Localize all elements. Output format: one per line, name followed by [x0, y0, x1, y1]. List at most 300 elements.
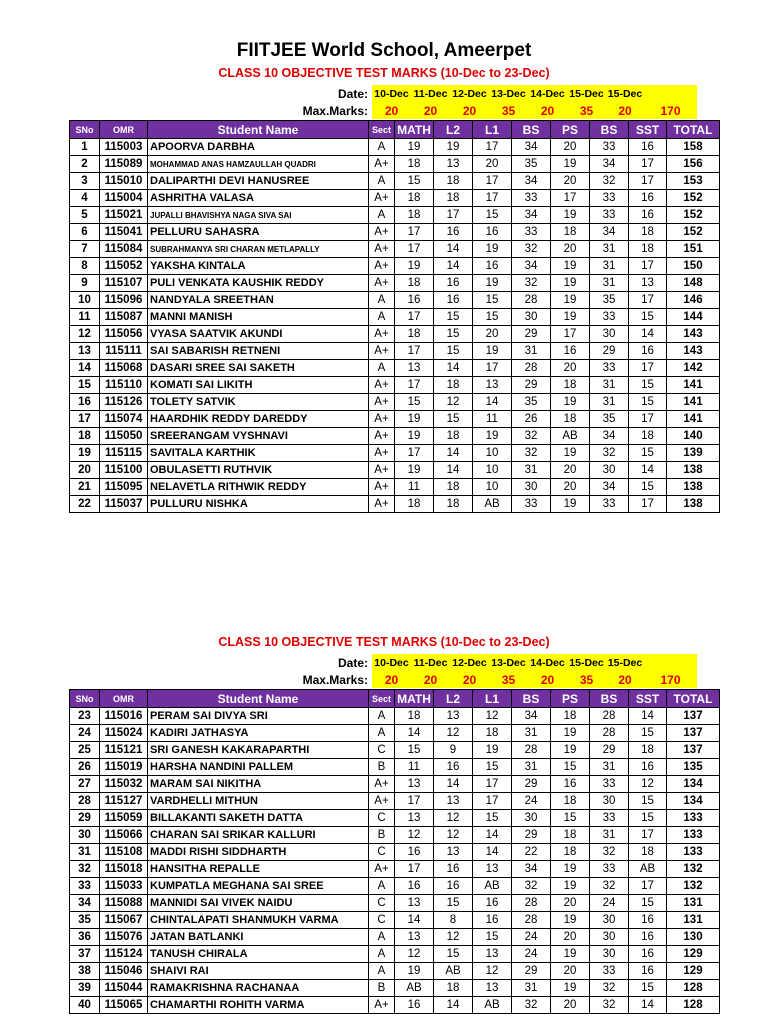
cell-total: 129 — [667, 946, 720, 963]
cell-student-name: SAVITALA KARTHIK — [148, 445, 369, 462]
cell-l1: 15 — [473, 292, 512, 309]
cell-bs: 32 — [512, 445, 551, 462]
cell-sst: 18 — [629, 224, 667, 241]
cell-ps: 20 — [551, 139, 590, 156]
cell-omr: 115121 — [100, 742, 148, 759]
max-marks: 20 — [372, 671, 411, 688]
cell-ps: 17 — [551, 190, 590, 207]
cell-l1: 19 — [473, 241, 512, 258]
cell-l2: 14 — [434, 445, 473, 462]
max-marks: 20 — [450, 671, 489, 688]
cell-sst: 16 — [629, 946, 667, 963]
table-row — [70, 428, 720, 445]
table-row — [70, 156, 720, 173]
cell-l2: 18 — [434, 980, 473, 997]
cell-sno: 15 — [70, 377, 100, 394]
cell-math: 13 — [395, 360, 434, 377]
cell-ps: 18 — [551, 224, 590, 241]
column-header-math: MATH — [395, 690, 434, 708]
max-marks: 35 — [567, 671, 606, 688]
cell-sno: 5 — [70, 207, 100, 224]
cell-student-name: KUMPATLA MEGHANA SAI SREE — [148, 878, 369, 895]
cell-bs2: 32 — [590, 173, 629, 190]
cell-total: 142 — [667, 360, 720, 377]
cell-sect: A+ — [369, 377, 395, 394]
cell-ps: 19 — [551, 946, 590, 963]
cell-math: 14 — [395, 725, 434, 742]
cell-sno: 16 — [70, 394, 100, 411]
cell-sst: 16 — [629, 759, 667, 776]
cell-sno: 27 — [70, 776, 100, 793]
cell-l2: 12 — [434, 725, 473, 742]
cell-sect: C — [369, 844, 395, 861]
cell-sect: A+ — [369, 861, 395, 878]
cell-sect: A+ — [369, 793, 395, 810]
cell-math: 17 — [395, 377, 434, 394]
cell-bs: 24 — [512, 946, 551, 963]
cell-ps: 18 — [551, 793, 590, 810]
cell-student-name: JATAN BATLANKI — [148, 929, 369, 946]
cell-l2: 15 — [434, 895, 473, 912]
cell-math: 19 — [395, 139, 434, 156]
cell-sect: A+ — [369, 224, 395, 241]
cell-sno: 10 — [70, 292, 100, 309]
cell-student-name: NANDYALA SREETHAN — [148, 292, 369, 309]
table-row — [70, 725, 720, 742]
table-row — [70, 139, 720, 156]
cell-sno: 3 — [70, 173, 100, 190]
cell-student-name: MANNIDI SAI VIVEK NAIDU — [148, 895, 369, 912]
cell-ps: 20 — [551, 963, 590, 980]
cell-omr: 115089 — [100, 156, 148, 173]
table-row — [70, 963, 720, 980]
cell-bs2: 32 — [590, 980, 629, 997]
cell-student-name: HANSITHA REPALLE — [148, 861, 369, 878]
table-row — [70, 861, 720, 878]
table-row — [70, 207, 720, 224]
column-header-total: TOTAL — [667, 690, 720, 708]
cell-sect: B — [369, 759, 395, 776]
date-blank-cell — [644, 654, 697, 671]
cell-bs: 34 — [512, 861, 551, 878]
test-date: 15-Dec — [606, 654, 644, 671]
cell-ps: 19 — [551, 309, 590, 326]
cell-total: 131 — [667, 912, 720, 929]
cell-bs: 31 — [512, 759, 551, 776]
cell-l2: 16 — [434, 878, 473, 895]
table-row — [70, 895, 720, 912]
cell-l2: 18 — [434, 428, 473, 445]
cell-sno: 12 — [70, 326, 100, 343]
cell-sno: 6 — [70, 224, 100, 241]
cell-sno: 32 — [70, 861, 100, 878]
cell-student-name: SREERANGAM VYSHNAVI — [148, 428, 369, 445]
cell-l2: 14 — [434, 258, 473, 275]
cell-l2: 14 — [434, 241, 473, 258]
cell-total: 130 — [667, 929, 720, 946]
cell-total: 132 — [667, 878, 720, 895]
cell-total: 137 — [667, 708, 720, 725]
cell-l1: 10 — [473, 445, 512, 462]
cell-sst: 16 — [629, 963, 667, 980]
cell-ps: 19 — [551, 207, 590, 224]
cell-sno: 33 — [70, 878, 100, 895]
cell-l1: 17 — [473, 793, 512, 810]
cell-sno: 22 — [70, 496, 100, 513]
cell-l1: 12 — [473, 963, 512, 980]
cell-omr: 115024 — [100, 725, 148, 742]
table-row — [70, 360, 720, 377]
cell-l2: 12 — [434, 929, 473, 946]
table-row — [70, 496, 720, 513]
section-title-2: CLASS 10 OBJECTIVE TEST MARKS (10-Dec to 23-Dec) — [218, 635, 550, 649]
cell-l1: 17 — [473, 776, 512, 793]
cell-total: 141 — [667, 394, 720, 411]
cell-bs2: 33 — [590, 496, 629, 513]
cell-omr: 115111 — [100, 343, 148, 360]
cell-omr: 115010 — [100, 173, 148, 190]
cell-bs: 32 — [512, 878, 551, 895]
cell-sect: A+ — [369, 428, 395, 445]
cell-sst: 14 — [629, 326, 667, 343]
cell-sect: A+ — [369, 394, 395, 411]
cell-bs: 32 — [512, 241, 551, 258]
cell-bs2: 31 — [590, 241, 629, 258]
cell-student-name: SRI GANESH KAKARAPARTHI — [148, 742, 369, 759]
max-marks: 35 — [567, 102, 606, 119]
cell-total: 139 — [667, 445, 720, 462]
cell-sno: 28 — [70, 793, 100, 810]
cell-omr: 115124 — [100, 946, 148, 963]
cell-bs: 24 — [512, 793, 551, 810]
cell-math: 17 — [395, 343, 434, 360]
cell-l1: 16 — [473, 224, 512, 241]
cell-omr: 115074 — [100, 411, 148, 428]
cell-l2: 19 — [434, 139, 473, 156]
cell-bs: 31 — [512, 462, 551, 479]
cell-l1: 18 — [473, 725, 512, 742]
cell-sst: 15 — [629, 309, 667, 326]
cell-total: 148 — [667, 275, 720, 292]
table-row — [70, 810, 720, 827]
cell-ps: 19 — [551, 275, 590, 292]
cell-sno: 2 — [70, 156, 100, 173]
cell-sst: 17 — [629, 292, 667, 309]
cell-ps: 16 — [551, 343, 590, 360]
cell-l1: 16 — [473, 912, 512, 929]
date-maxmarks-header-2 — [282, 654, 697, 688]
cell-l2: 18 — [434, 173, 473, 190]
cell-bs: 33 — [512, 224, 551, 241]
max-marks: 20 — [606, 102, 644, 119]
cell-total: 137 — [667, 725, 720, 742]
cell-math: 18 — [395, 326, 434, 343]
cell-sect: A — [369, 725, 395, 742]
cell-l1: 19 — [473, 343, 512, 360]
cell-sst: 15 — [629, 479, 667, 496]
cell-sst: 18 — [629, 241, 667, 258]
cell-ps: 17 — [551, 326, 590, 343]
cell-sst: 16 — [629, 929, 667, 946]
cell-omr: 115016 — [100, 708, 148, 725]
table-row — [70, 241, 720, 258]
cell-bs2: 33 — [590, 810, 629, 827]
cell-omr: 115066 — [100, 827, 148, 844]
cell-bs: 32 — [512, 997, 551, 1014]
cell-l1: 13 — [473, 377, 512, 394]
cell-sect: C — [369, 912, 395, 929]
cell-ps: 19 — [551, 258, 590, 275]
test-date: 12-Dec — [450, 85, 489, 102]
cell-student-name: DASARI SREE SAI SAKETH — [148, 360, 369, 377]
cell-math: 18 — [395, 156, 434, 173]
cell-sno: 26 — [70, 759, 100, 776]
cell-bs: 28 — [512, 292, 551, 309]
cell-bs: 34 — [512, 173, 551, 190]
cell-l2: 14 — [434, 360, 473, 377]
table-row — [70, 997, 720, 1014]
cell-l1: 11 — [473, 411, 512, 428]
cell-sst: 17 — [629, 156, 667, 173]
cell-omr: 115068 — [100, 360, 148, 377]
cell-sect: A+ — [369, 343, 395, 360]
cell-student-name: VYASA SAATVIK AKUNDI — [148, 326, 369, 343]
cell-sst: 15 — [629, 445, 667, 462]
test-date: 15-Dec — [567, 654, 606, 671]
cell-sect: A+ — [369, 445, 395, 462]
cell-l1: AB — [473, 496, 512, 513]
cell-l2: 16 — [434, 292, 473, 309]
max-marks: 170 — [644, 671, 697, 688]
cell-math: 17 — [395, 241, 434, 258]
cell-math: 18 — [395, 207, 434, 224]
cell-bs2: 33 — [590, 360, 629, 377]
cell-math: 18 — [395, 496, 434, 513]
cell-sst: 18 — [629, 844, 667, 861]
cell-omr: 115050 — [100, 428, 148, 445]
cell-sst: 14 — [629, 708, 667, 725]
cell-student-name: OBULASETTI RUTHVIK — [148, 462, 369, 479]
table-row — [70, 479, 720, 496]
cell-bs2: 28 — [590, 708, 629, 725]
cell-l2: 16 — [434, 759, 473, 776]
table-row — [70, 258, 720, 275]
cell-ps: 19 — [551, 445, 590, 462]
cell-sect: A+ — [369, 496, 395, 513]
cell-bs2: 33 — [590, 139, 629, 156]
cell-ps: 19 — [551, 980, 590, 997]
cell-l1: 19 — [473, 275, 512, 292]
cell-bs: 26 — [512, 411, 551, 428]
cell-l2: 13 — [434, 708, 473, 725]
table-row — [70, 326, 720, 343]
cell-bs: 32 — [512, 275, 551, 292]
column-header-student-name: Student Name — [148, 690, 369, 708]
cell-l2: 16 — [434, 861, 473, 878]
maxmarks-label: Max.Marks: — [302, 672, 368, 687]
column-header-student-name: Student Name — [148, 121, 369, 139]
cell-ps: 19 — [551, 156, 590, 173]
cell-sno: 36 — [70, 929, 100, 946]
cell-l1: AB — [473, 997, 512, 1014]
cell-sst: 17 — [629, 360, 667, 377]
cell-ps: 19 — [551, 742, 590, 759]
cell-sst: 16 — [629, 912, 667, 929]
cell-bs2: 28 — [590, 725, 629, 742]
cell-bs2: 31 — [590, 275, 629, 292]
cell-bs2: 33 — [590, 309, 629, 326]
table-row — [70, 173, 720, 190]
cell-sno: 18 — [70, 428, 100, 445]
cell-l2: 16 — [434, 275, 473, 292]
cell-total: 146 — [667, 292, 720, 309]
cell-student-name: KADIRI JATHASYA — [148, 725, 369, 742]
test-date: 11-Dec — [411, 654, 450, 671]
cell-bs: 35 — [512, 156, 551, 173]
column-header-sect: Sect — [369, 690, 395, 708]
cell-l1: 15 — [473, 810, 512, 827]
cell-sect: A+ — [369, 462, 395, 479]
cell-omr: 115056 — [100, 326, 148, 343]
date-blank-cell — [644, 85, 697, 102]
cell-total: 158 — [667, 139, 720, 156]
cell-l2: 17 — [434, 207, 473, 224]
cell-math: 17 — [395, 224, 434, 241]
column-header-bs2: BS — [590, 121, 629, 139]
cell-sst: AB — [629, 861, 667, 878]
cell-sno: 20 — [70, 462, 100, 479]
cell-total: 132 — [667, 861, 720, 878]
cell-sect: C — [369, 895, 395, 912]
cell-ps: 19 — [551, 878, 590, 895]
cell-ps: 19 — [551, 394, 590, 411]
cell-sst: 15 — [629, 394, 667, 411]
cell-bs: 31 — [512, 980, 551, 997]
cell-bs2: 31 — [590, 258, 629, 275]
cell-student-name: PERAM SAI DIVYA SRI — [148, 708, 369, 725]
cell-omr: 115076 — [100, 929, 148, 946]
cell-sno: 7 — [70, 241, 100, 258]
cell-student-name: HAARDHIK REDDY DAREDDY — [148, 411, 369, 428]
cell-sst: 17 — [629, 827, 667, 844]
cell-sect: A — [369, 292, 395, 309]
cell-omr: 115127 — [100, 793, 148, 810]
cell-sect: A+ — [369, 326, 395, 343]
cell-sect: A+ — [369, 241, 395, 258]
cell-math: 18 — [395, 708, 434, 725]
table-row — [70, 844, 720, 861]
cell-sect: A+ — [369, 275, 395, 292]
cell-math: 16 — [395, 844, 434, 861]
cell-l2: 18 — [434, 190, 473, 207]
cell-omr: 115110 — [100, 377, 148, 394]
cell-total: 135 — [667, 759, 720, 776]
cell-sect: A+ — [369, 479, 395, 496]
cell-ps: 19 — [551, 725, 590, 742]
table-row — [70, 394, 720, 411]
column-header-sect: Sect — [369, 121, 395, 139]
table-row — [70, 377, 720, 394]
cell-bs: 30 — [512, 309, 551, 326]
cell-l1: 10 — [473, 479, 512, 496]
cell-omr: 115018 — [100, 861, 148, 878]
cell-l2: 15 — [434, 946, 473, 963]
cell-omr: 115021 — [100, 207, 148, 224]
cell-bs: 28 — [512, 742, 551, 759]
cell-total: 152 — [667, 190, 720, 207]
cell-ps: 18 — [551, 377, 590, 394]
max-marks: 20 — [372, 102, 411, 119]
table-row — [70, 742, 720, 759]
cell-sst: 17 — [629, 258, 667, 275]
cell-sst: 15 — [629, 895, 667, 912]
cell-total: 151 — [667, 241, 720, 258]
cell-bs2: 24 — [590, 895, 629, 912]
cell-l1: 20 — [473, 156, 512, 173]
cell-sect: A — [369, 207, 395, 224]
cell-ps: 20 — [551, 997, 590, 1014]
cell-math: 19 — [395, 963, 434, 980]
cell-l2: 18 — [434, 479, 473, 496]
column-header-sno: SNo — [70, 690, 100, 708]
cell-bs2: 30 — [590, 912, 629, 929]
cell-l2: 15 — [434, 411, 473, 428]
cell-bs2: 30 — [590, 946, 629, 963]
cell-student-name: SAI SABARISH RETNENI — [148, 343, 369, 360]
cell-sno: 37 — [70, 946, 100, 963]
cell-bs: 31 — [512, 725, 551, 742]
cell-ps: 15 — [551, 810, 590, 827]
cell-math: 18 — [395, 275, 434, 292]
cell-l1: 15 — [473, 929, 512, 946]
cell-student-name: MADDI RISHI SIDDHARTH — [148, 844, 369, 861]
cell-ps: 18 — [551, 708, 590, 725]
cell-total: 137 — [667, 742, 720, 759]
cell-sno: 21 — [70, 479, 100, 496]
date-label: Date: — [337, 86, 368, 101]
test-date: 10-Dec — [372, 654, 411, 671]
cell-total: 153 — [667, 173, 720, 190]
cell-sect: A+ — [369, 190, 395, 207]
cell-bs2: 33 — [590, 963, 629, 980]
cell-omr: 115032 — [100, 776, 148, 793]
cell-ps: 20 — [551, 241, 590, 258]
cell-total: 156 — [667, 156, 720, 173]
cell-bs2: 32 — [590, 445, 629, 462]
cell-bs: 29 — [512, 776, 551, 793]
cell-total: 141 — [667, 411, 720, 428]
cell-math: 17 — [395, 309, 434, 326]
cell-sect: A — [369, 708, 395, 725]
cell-student-name: CHINTALAPATI SHANMUKH VARMA — [148, 912, 369, 929]
cell-omr: 115037 — [100, 496, 148, 513]
cell-ps: 18 — [551, 827, 590, 844]
test-date: 13-Dec — [489, 654, 528, 671]
test-date: 12-Dec — [450, 654, 489, 671]
cell-l1: 13 — [473, 980, 512, 997]
column-header-bs: BS — [512, 690, 551, 708]
cell-bs: 28 — [512, 912, 551, 929]
cell-sect: C — [369, 742, 395, 759]
cell-sst: 17 — [629, 173, 667, 190]
cell-omr: 115087 — [100, 309, 148, 326]
cell-l2: 12 — [434, 394, 473, 411]
cell-bs2: 30 — [590, 929, 629, 946]
cell-sect: A — [369, 878, 395, 895]
marks-table-1 — [69, 120, 720, 513]
cell-total: 133 — [667, 810, 720, 827]
cell-sect: A — [369, 963, 395, 980]
